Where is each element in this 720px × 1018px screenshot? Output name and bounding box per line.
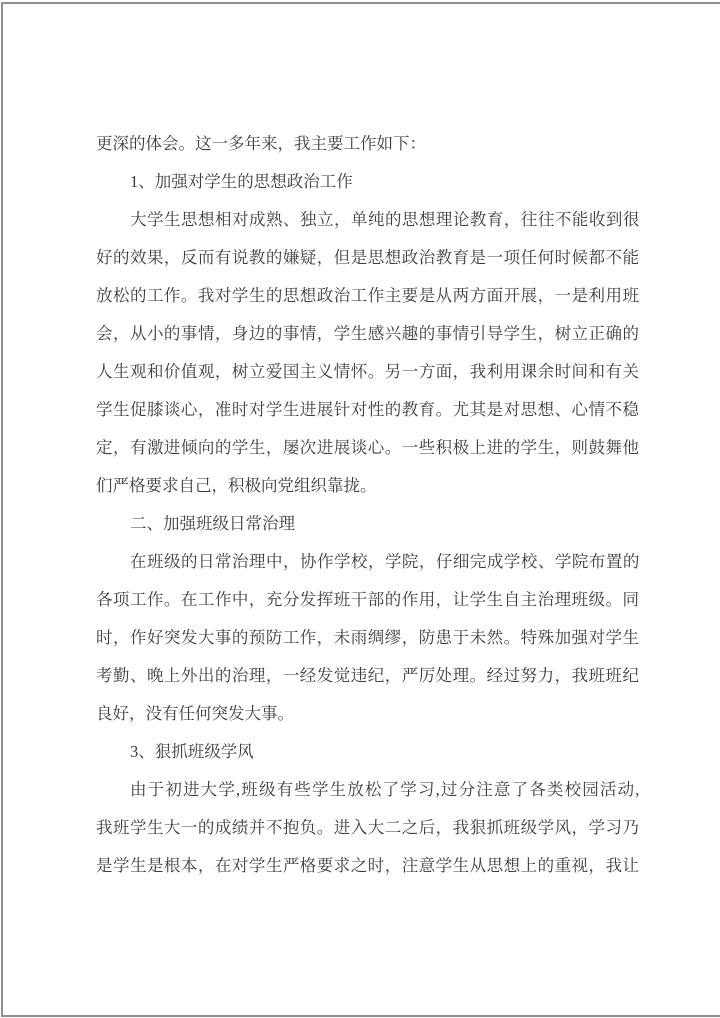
text-line: 良好，没有任何突发大事。: [96, 704, 294, 723]
text-line: 大学生思想相对成熟、独立，单纯的思想理论教育，往往不能收到很: [130, 210, 639, 229]
section-heading: 3、狠抓班级学风: [130, 742, 254, 761]
section-heading: 二、加强班级日常治理: [130, 514, 295, 533]
text-line: 人生观和价值观，树立爱国主义情怀。另一方面，我利用课余时间和有关: [96, 362, 639, 381]
text-line: 各项工作。在工作中，充分发挥班干部的作用，让学生自主治理班级。同: [96, 590, 639, 609]
text-line: 放松的工作。我对学生的思想政治工作主要是从两方面开展，一是利用班: [96, 286, 639, 305]
text-line: 学生促膝谈心，准时对学生进展针对性的教育。尤其是对思想、心情不稳: [96, 400, 639, 419]
text-line: 更深的体会。这一多年来，我主要工作如下：: [96, 134, 426, 153]
text-line: 好的效果，反而有说教的嫌疑，但是思想政治教育是一项任何时候都不能: [96, 248, 639, 267]
text-line: 考勤、晚上外出的治理，一经发觉违纪，严厉处理。经过努力，我班班纪: [96, 666, 639, 685]
section-heading: 1、加强对学生的思想政治工作: [130, 172, 353, 191]
text-line: 定，有激进倾向的学生，屡次进展谈心。一些积极上进的学生，则鼓舞他: [96, 438, 639, 457]
text-line: 会，从小的事情，身边的事情，学生感兴趣的事情引导学生，树立正确的: [96, 324, 639, 343]
text-line: 由于初进大学,班级有些学生放松了学习,过分注意了各类校园活动,: [130, 780, 639, 799]
document-body: [96, 125, 639, 885]
text-line: 我班学生大一的成绩并不抱负。进入大二之后，我狠抓班级学风，学习乃: [96, 818, 639, 837]
text-line: 时，作好突发大事的预防工作，未雨绸缪，防患于未然。特殊加强对学生: [96, 628, 639, 647]
text-line: 在班级的日常治理中，协作学校，学院，仔细完成学校、学院布置的: [130, 552, 639, 571]
text-line: 们严格要求自己，积极向党组织靠拢。: [96, 476, 377, 495]
text-line: 是学生是根本，在对学生严格要求之时，注意学生从思想上的重视，我让: [96, 856, 639, 875]
